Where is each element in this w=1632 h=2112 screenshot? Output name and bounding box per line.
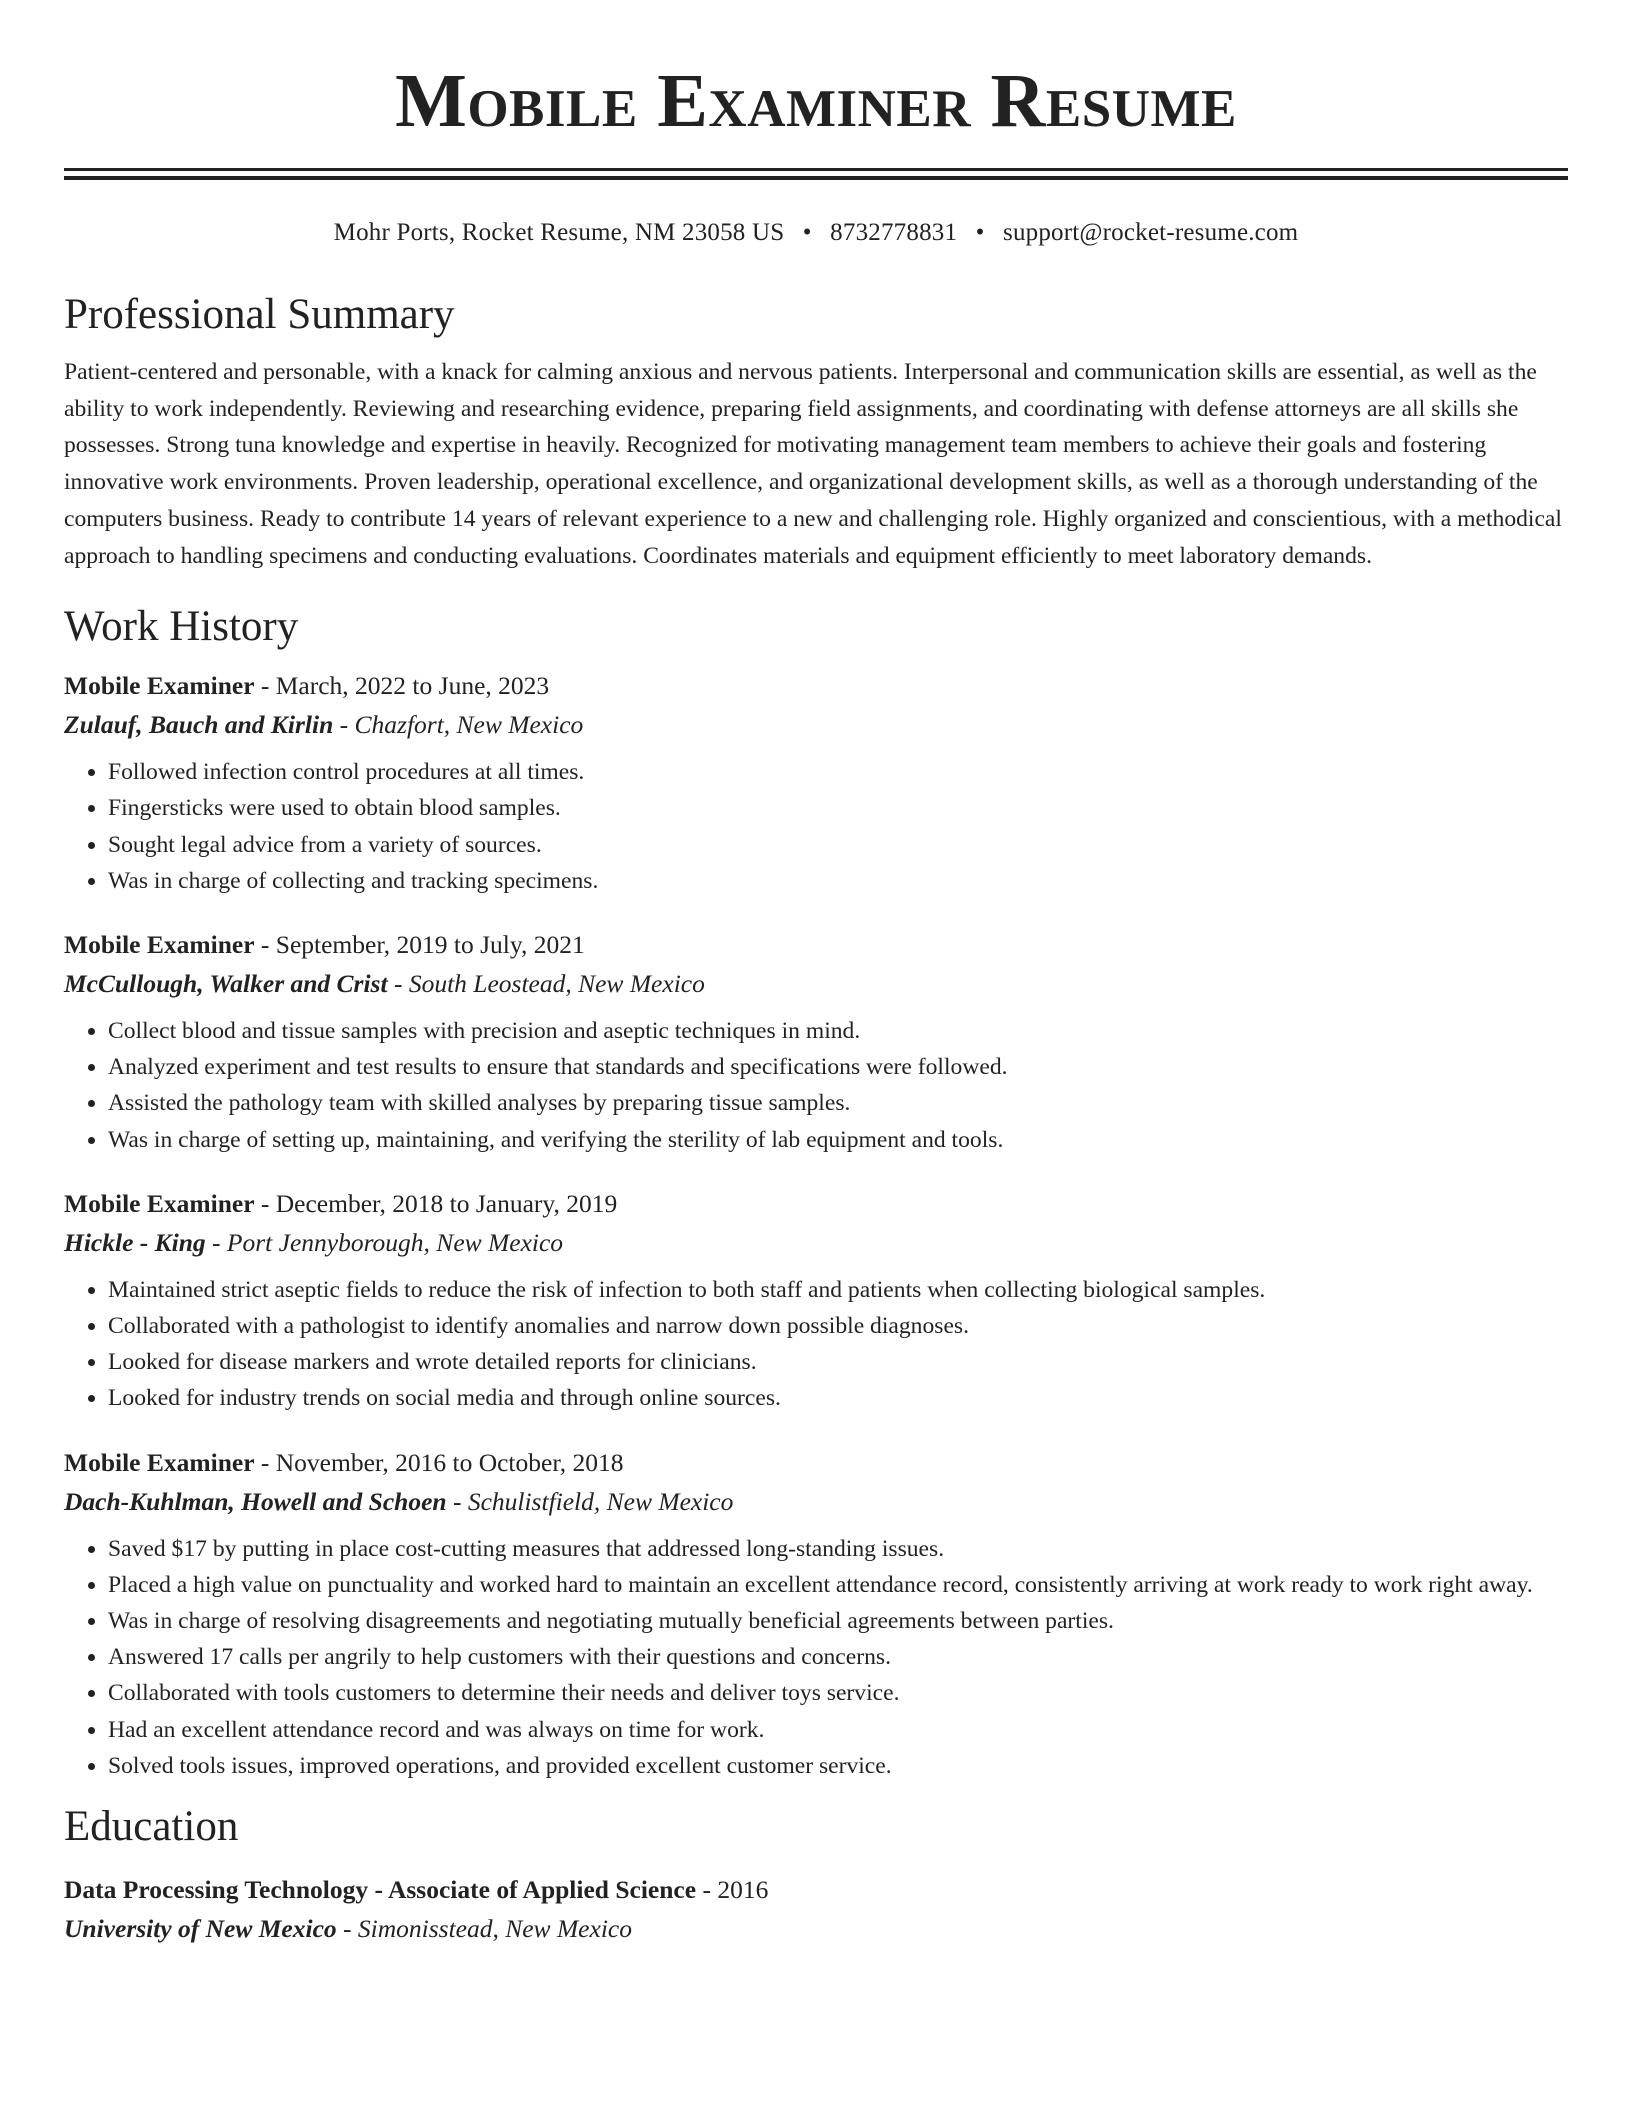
school-line <box>64 1910 1568 1948</box>
contact-line <box>64 218 1568 248</box>
divider-line-bottom <box>64 176 1568 180</box>
job-bullet: • Collaborated with tools customers to determine their needs and deliver toys service. <box>108 1675 1568 1711</box>
job-bullet: • Fingersticks were used to obtain blood samples. <box>108 790 1568 826</box>
job-location: - Schulistfield, New Mexico <box>446 1486 734 1516</box>
job-title: Mobile Examiner <box>64 1447 255 1477</box>
job-entry <box>64 1184 1568 1417</box>
job-company-line <box>64 706 1568 744</box>
job-location: - Port Jennyborough, New Mexico <box>205 1227 564 1257</box>
job-entry <box>64 925 1568 1158</box>
education-entry <box>64 1870 1568 1948</box>
job-dates: - March, 2022 to June, 2023 <box>254 671 550 701</box>
job-title-line <box>64 925 1568 965</box>
contact-separator: • <box>802 219 812 246</box>
job-title-line <box>64 1443 1568 1483</box>
school-location: - Simonisstead, New Mexico <box>336 1914 632 1944</box>
job-bullet: • Analyzed experiment and test results to ensure that standards and specifications were followed. <box>108 1049 1568 1085</box>
contact-separator: • <box>975 219 985 246</box>
job-bullets <box>64 754 1568 899</box>
job-bullets <box>64 1531 1568 1784</box>
job-bullet: • Solved tools issues, improved operations, and provided excellent customer service. <box>108 1748 1568 1784</box>
job-bullets <box>64 1013 1568 1158</box>
job-entry <box>64 666 1568 899</box>
job-entry <box>64 1443 1568 1784</box>
summary-text: Patient-centered and personable, with a knack for calming anxious and nervous patients. Interpersonal and communication skills are essential, as well as the ability to work independently. Reviewing and researching evidence, preparing field assignments, and coordinating with defense attorneys are all skills she possesses. Strong tuna knowledge and expertise in heavily. Recognized for motivating management team members to achieve their goals and fostering innovative work environments. Proven leadership, operational excellence, and organizational development skills, as well as a thorough understanding of the computers business. Ready to contribute 14 years of relevant experience to a new and challenging role. Highly organized and conscientious, with a methodical approach to handling specimens and conducting evaluations. Coordinates materials and equipment efficiently to meet laboratory demands. <box>64 359 1562 569</box>
job-title-line <box>64 666 1568 706</box>
job-bullet: • Assisted the pathology team with skilled analyses by preparing tissue samples. <box>108 1085 1568 1121</box>
job-bullets <box>64 1272 1568 1417</box>
job-bullet: • Followed infection control procedures at all times. <box>108 754 1568 790</box>
job-bullet: • Collaborated with a pathologist to identify anomalies and narrow down possible diagnoses. <box>108 1308 1568 1344</box>
job-location: - South Leostead, New Mexico <box>387 969 705 999</box>
job-company-line <box>64 1483 1568 1521</box>
divider-line-top <box>64 168 1568 171</box>
job-bullet: • Collect blood and tissue samples with precision and aseptic techniques in mind. <box>108 1013 1568 1049</box>
job-bullet: • Placed a high value on punctuality and worked hard to maintain an excellent attendance record, consistently arriving at work ready to work right away. <box>108 1567 1568 1603</box>
education-heading: Education <box>64 1803 239 1851</box>
job-bullet: • Answered 17 calls per angrily to help customers with their questions and concerns. <box>108 1639 1568 1675</box>
contact-address: Mohr Ports, Rocket Resume, NM 23058 US <box>333 219 785 246</box>
resume-title: Mobile Examiner Resume <box>395 59 1237 143</box>
job-bullet: • Saved $17 by putting in place cost-cutting measures that addressed long-standing issues. <box>108 1531 1568 1567</box>
job-company: Zulauf, Bauch and Kirlin <box>64 710 334 740</box>
job-company-line <box>64 965 1568 1003</box>
job-title: Mobile Examiner <box>64 930 255 960</box>
job-company: McCullough, Walker and Crist <box>64 969 388 999</box>
work-history-heading: Work History <box>64 603 299 651</box>
job-bullet: • Sought legal advice from a variety of sources. <box>108 827 1568 863</box>
degree-year: - 2016 <box>696 1875 769 1905</box>
job-location: - Chazfort, New Mexico <box>333 710 584 740</box>
contact-email: support@rocket-resume.com <box>1003 219 1299 246</box>
job-company-line <box>64 1224 1568 1262</box>
job-title-line <box>64 1184 1568 1224</box>
job-title: Mobile Examiner <box>64 1188 255 1218</box>
degree-name: Data Processing Technology - Associate of Applied Science <box>64 1875 697 1905</box>
job-bullet: • Looked for industry trends on social media and through online sources. <box>108 1380 1568 1416</box>
school-name: University of New Mexico <box>64 1914 337 1944</box>
job-bullet: • Looked for disease markers and wrote detailed reports for clinicians. <box>108 1344 1568 1380</box>
job-dates: - September, 2019 to July, 2021 <box>254 930 585 960</box>
job-bullet: • Maintained strict aseptic fields to reduce the risk of infection to both staff and patients when collecting biological samples. <box>108 1272 1568 1308</box>
contact-phone: 8732778831 <box>830 219 958 246</box>
job-bullet: • Was in charge of collecting and tracking specimens. <box>108 863 1568 899</box>
job-dates: - December, 2018 to January, 2019 <box>254 1188 618 1218</box>
title-divider <box>64 168 1568 180</box>
job-title: Mobile Examiner <box>64 671 255 701</box>
job-company: Dach-Kuhlman, Howell and Schoen <box>64 1486 447 1516</box>
summary-heading: Professional Summary <box>64 291 455 338</box>
job-bullet: • Had an excellent attendance record and was always on time for work. <box>108 1712 1568 1748</box>
job-dates: - November, 2016 to October, 2018 <box>254 1447 624 1477</box>
degree-line <box>64 1870 1568 1910</box>
job-bullet: • Was in charge of resolving disagreements and negotiating mutually beneficial agreements between parties. <box>108 1603 1568 1639</box>
job-bullet: • Was in charge of setting up, maintaining, and verifying the sterility of lab equipment and tools. <box>108 1122 1568 1158</box>
job-company: Hickle - King <box>64 1227 206 1257</box>
